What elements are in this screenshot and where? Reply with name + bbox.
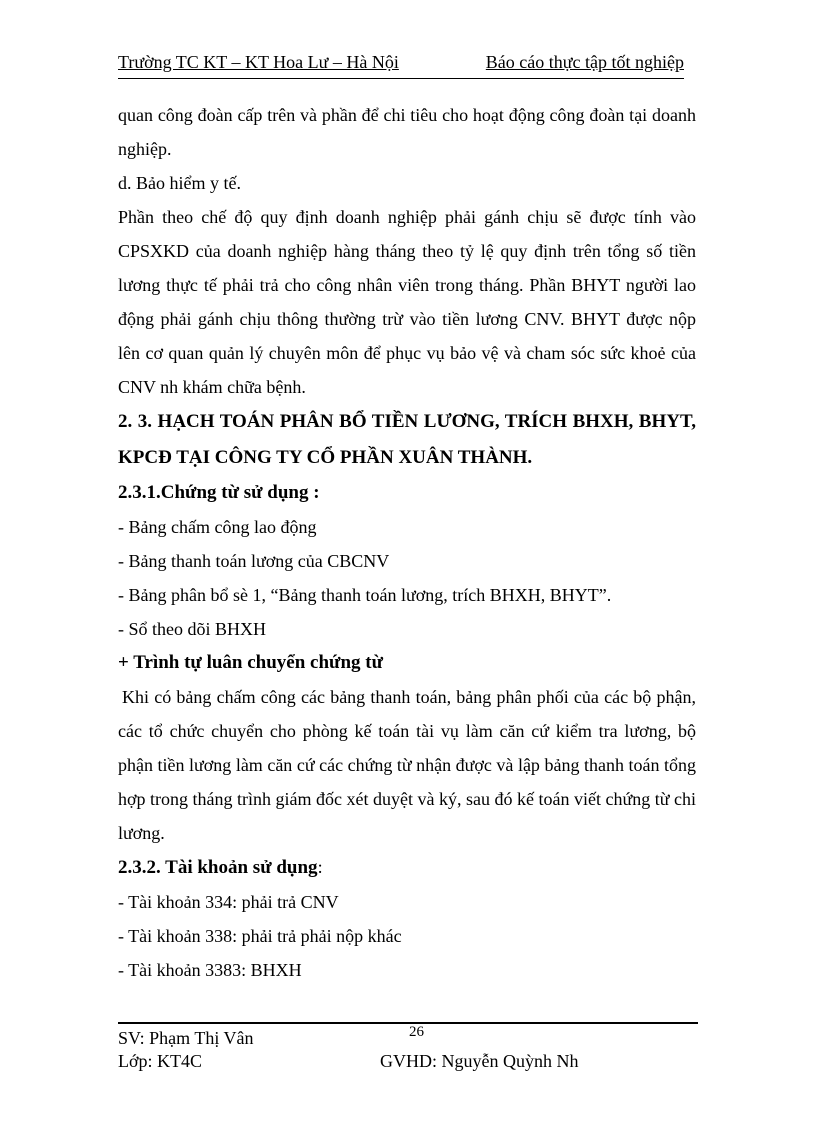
section-2-3-1-heading: 2.3.1.Chứng từ sử dụng :	[118, 482, 320, 503]
footer-class: Lớp: KT4C	[118, 1051, 203, 1071]
list-item: - Bảng chấm công lao động	[118, 517, 317, 537]
section-2-3-2-colon: :	[317, 857, 323, 877]
page-header	[118, 50, 684, 79]
paragraph-bhyt: Phần theo chế độ quy định doanh nghiệp phải gánh chịu sẽ được tính vào CPSXKD của doanh nghiệp hàng tháng theo tỷ lệ quy định trên tổng số tiền lương thực tế phải trả cho công nhân viên trong tháng. Phần BHYT người lao động phải gánh chịu thông thường trừ vào tiền lương CNV. BHYT được nộp lên cơ quan quản lý chuyên môn để phục vụ bảo vệ và cham sóc sức khoẻ của CNV nh khám chữa bệnh.	[118, 207, 696, 397]
header-school: Trường TC KT – KT Hoa Lư – Hà Nội	[118, 52, 399, 72]
list-item: - Tài khoản 334: phải trả CNV	[118, 892, 339, 912]
footer-supervisor: GVHD: Nguyễn Quỳnh Nh	[380, 1051, 579, 1071]
footer-student: SV: Phạm Thị Vân	[118, 1028, 254, 1048]
section-2-3-2-title: 2.3.2. Tài khoản sử dụng	[118, 857, 318, 878]
document-body	[118, 98, 696, 987]
paragraph-1: quan công đoàn cấp trên và phần để chi tiêu cho hoạt động công đoàn tại doanh nghiệp.	[118, 105, 696, 159]
header-report-title: Báo cáo thực tập tốt nghiệp	[485, 52, 684, 72]
paragraph-procedure: Khi có bảng chấm công các bảng thanh toán, bảng phân phối của các bộ phận, các tổ chức chuyển cho phòng kế toán tài vụ làm căn cứ kiểm tra lương, bộ phận tiền lương làm căn cứ các chứng từ nhận được và lập bảng thanh toán tổng hợp trong tháng trình giám đốc xét duyệt và ký, sau đó kế toán viết chứng từ chi lương.	[118, 687, 696, 843]
page-number: 26	[409, 1024, 424, 1040]
procedure-heading: + Trình tự luân chuyển chứng từ	[118, 652, 383, 673]
section-2-3-2-heading	[118, 850, 696, 885]
list-item: - Bảng phân bổ sè 1, “Bảng thanh toán lương, trích BHXH, BHYT”.	[118, 585, 612, 605]
list-item: - Tài khoản 3383: BHXH	[118, 960, 302, 980]
list-item: - Bảng thanh toán lương của CBCNV	[118, 551, 390, 571]
page-footer	[118, 1024, 698, 1084]
list-item: - Sổ theo dõi BHXH	[118, 619, 266, 639]
section-2-3-heading: 2. 3. HẠCH TOÁN PHÂN BỔ TIỀN LƯƠNG, TRÍCH BHXH, BHYT, KPCĐ TẠI CÔNG TY CỔ PHẦN XUÂN THÀNH.	[118, 411, 696, 468]
section-d-title: d. Bảo hiểm y tế.	[118, 173, 241, 193]
list-item: - Tài khoản 338: phải trả phải nộp khác	[118, 926, 402, 946]
